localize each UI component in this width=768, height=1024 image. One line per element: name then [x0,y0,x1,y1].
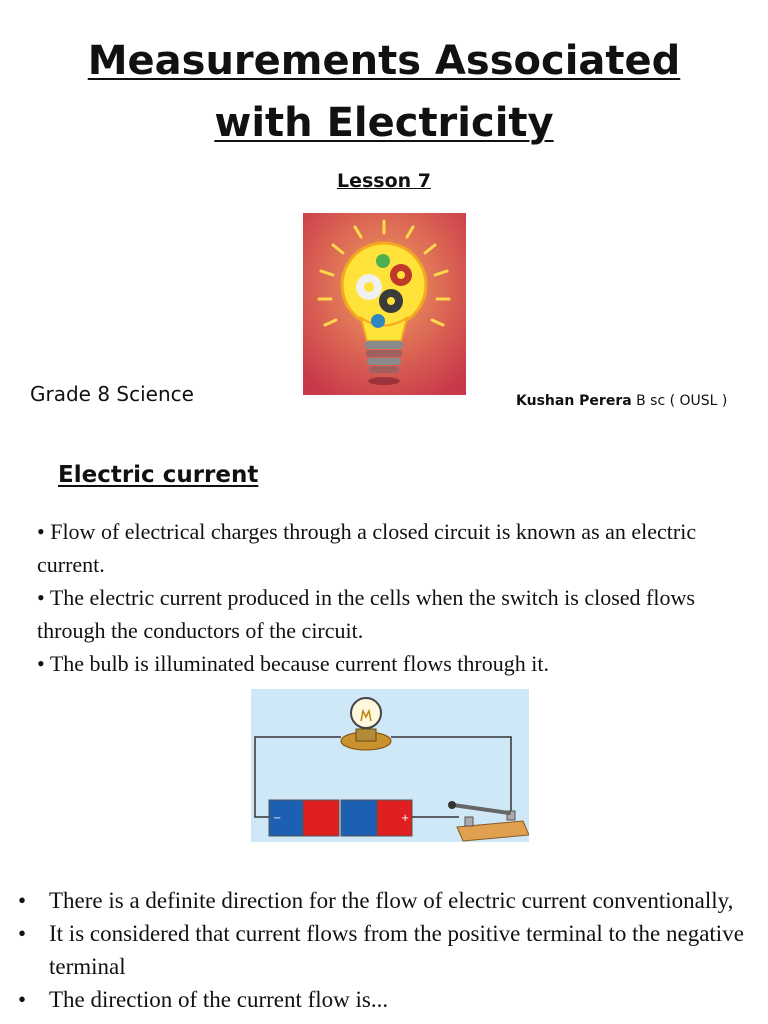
circuit-diagram [251,689,529,842]
title-line-1: Measurements Associated [87,38,681,84]
section-heading: Electric current [58,462,259,488]
svg-text:+: + [401,813,410,824]
direction-list [0,884,768,1016]
lesson-label: Lesson 7 [336,170,432,192]
list-item: • It is considered that current flows from the positive terminal to the negative terminal [18,921,744,979]
list-item: • There is a definite direction for the flow of electric current conventionally, [18,888,734,913]
author-credit [516,393,727,409]
list-item: • The direction of the current flow is... [18,987,389,1012]
page-title [0,30,768,154]
svg-text:−: − [273,813,282,824]
grade-label: Grade 8 Science [30,382,194,406]
point-2: • The electric current produced in the cells when the switch is closed flows through the conductors of the circuit. [37,585,695,643]
electric-current-points [37,515,757,680]
author-degree: B sc ( OUSL ) [631,393,728,409]
point-3: • The bulb is illuminated because current flows through it. [37,651,549,676]
point-1: • Flow of electrical charges through a closed circuit is known as an electric current. [37,519,697,577]
title-line-2: with Electricity [214,100,554,146]
lightbulb-gears-illustration [303,213,466,395]
author-name: Kushan Perera [516,393,632,409]
